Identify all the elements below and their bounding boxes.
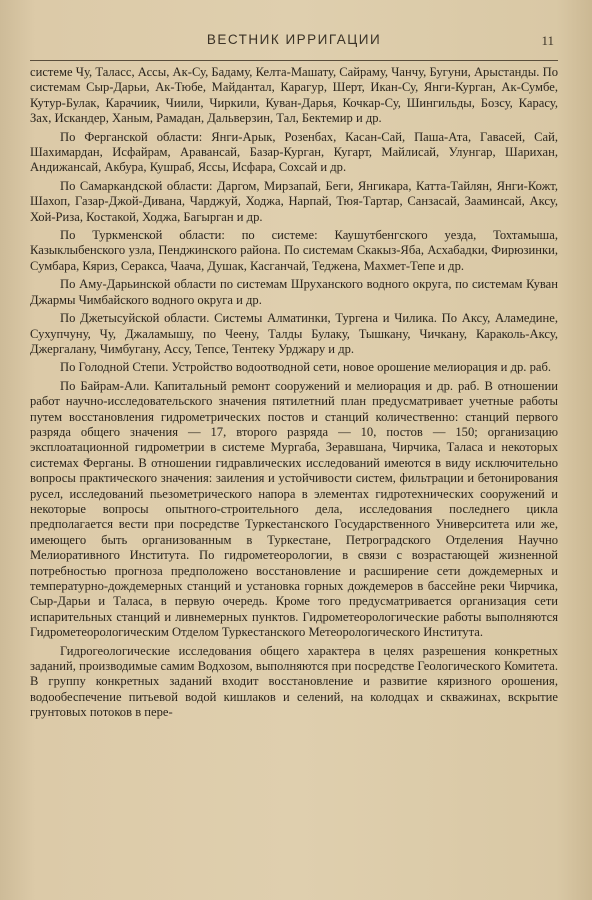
paragraph: По Туркменской области: по системе: Каушутбенгского уезда, Тохтамыша, Казыклыбенского узла, Пенджинского района. По системам Скакыз-Яба, Асхабадки, Фирюзинки, Сумбара, Кяриз, Серакса, Чаача, Душак, Касганчай, Теджена, Махмет-Тепе и др. [30, 228, 558, 273]
paragraph: По Самаркандской области: Даргом, Мирзапай, Беги, Янгикара, Катта-Тайлян, Янги-Кожт, Шахоп, Газар-Джой-Дивана, Чарджуй, Ходжа, Нарпай, Тюя-Тартар, Санзасай, Зааминсай, Аксу, Хой-Риза, Костакой, Ходжа, Багырган и др. [30, 178, 558, 224]
paragraph: По Джетысуйской области. Системы Алматинки, Тургена и Чилика. По Аксу, Аламедине, Сухупчуну, Чу, Джаламышу, по Чеену, Талды Булаку, Тышкану, Чичкану, Караколь-Аксу, Джергалану, Чимбугану, Ассу, Тепсе, Тентеку Урджару и др. [30, 311, 558, 356]
page-header [30, 30, 558, 61]
journal-title: ВЕСТНИК ИРРИГАЦИИ [206, 32, 382, 47]
paragraph: По Аму-Дарьинской области по системам Шруханского водного округа, по системам Куван Джармы Чимбайского водного округа и др. [30, 277, 558, 307]
paragraph: По Голодной Степи. Устройство водоотводной сети, новое орошение мелиорация и др. раб. [60, 360, 552, 375]
paragraph: По Ферганской области: Янги-Арык, Розенбах, Касан-Сай, Паша-Ата, Гавасей, Сай, Шахимардан, Исфайрам, Араванcай, Базар-Курган, Кугарт, Майлисай, Улунгар, Шарихан, Андижансай, Акбура, Кушраб, Яссы, Исфара, Сохсай и др. [30, 129, 558, 175]
paragraph: Гидрогеологические исследования общего характера в целях разрешения конкретных заданий, производимые самим Водхозом, выполняются при посредстве Геологического Комитета. В группу конкретных заданий входит восстановление и развитие кяризного орошения, водообеспечение питьевой водой кишлаков и селений, на колодцах и скважинах, вскрытие грунтовых потоков в пере- [30, 643, 558, 720]
body-text [30, 65, 558, 721]
page-number: 11 [541, 33, 554, 48]
paragraph: системе Чу, Таласс, Ассы, Ак-Су, Бадаму, Келта-Машату, Сайраму, Чанчу, Бугуни, Арыстанды. По системам Сыр-Дарьи, Ак-Тюбе, Майдантал, Карагур, Шерт, Икан-Су, Янги-Курган, Ак-Сумбе, Кутур-Булак, Карачиик, Чиили, Чиркили, Куван-Дарья, Кочкар-Су, Шингильды, Бозсу, Карасу, Зах, Искандер, Ханым, Рамадан, Дальверзин, Тал, Бектемир и др. [30, 65, 558, 126]
paragraph: По Байрам-Али. Капитальный ремонт сооружений и мелиорация и др. раб. В отношении работ научно-исследовательского значения пятилетний план предусматривает учетные работы путем восстановления гидрометрических постов и станций количественно: станций первого разряда общего значения — 17, второго разряда — 10, постов — 150; организацию эксплоатационной гидрометрии в системе Мургаба, Зеравшана, Чирчика, Таласа и некоторых системах Ферганы. В отношении гидравлических исследований имеются в виду исключительно вопросы практического значения: заиления и устойчивости систем, фильтрации и бетонирования русел, исследований пьезометрического напора в элементах гидротехнических сооружений и некоторые вопросы опытного-строительного дела, исследования последнего цикла предполагается вести при посредстве Туркестанского Государственного Университета или же, имеющего быть организованным в Туркестане, Петроградского Отделения Научно Мелиоративного Института. По гидрометеорологии, в связи с возрастающей жизненной потребностью прогноза предположено восстановление и расширение сети дождемерных и температурно-дождемерных станций и установка горных дождемеров в бассейне реки Чирчика, Сыр-Дарьи и Таласа, в первую очередь. Кроме того предусматривается организация сети испарительных станций и ливнемерных пунктов. Гидрометеорологические работы выполняются Гидрометеорологическим Отделом Туркестанского Метеорологического Института. [30, 378, 558, 640]
